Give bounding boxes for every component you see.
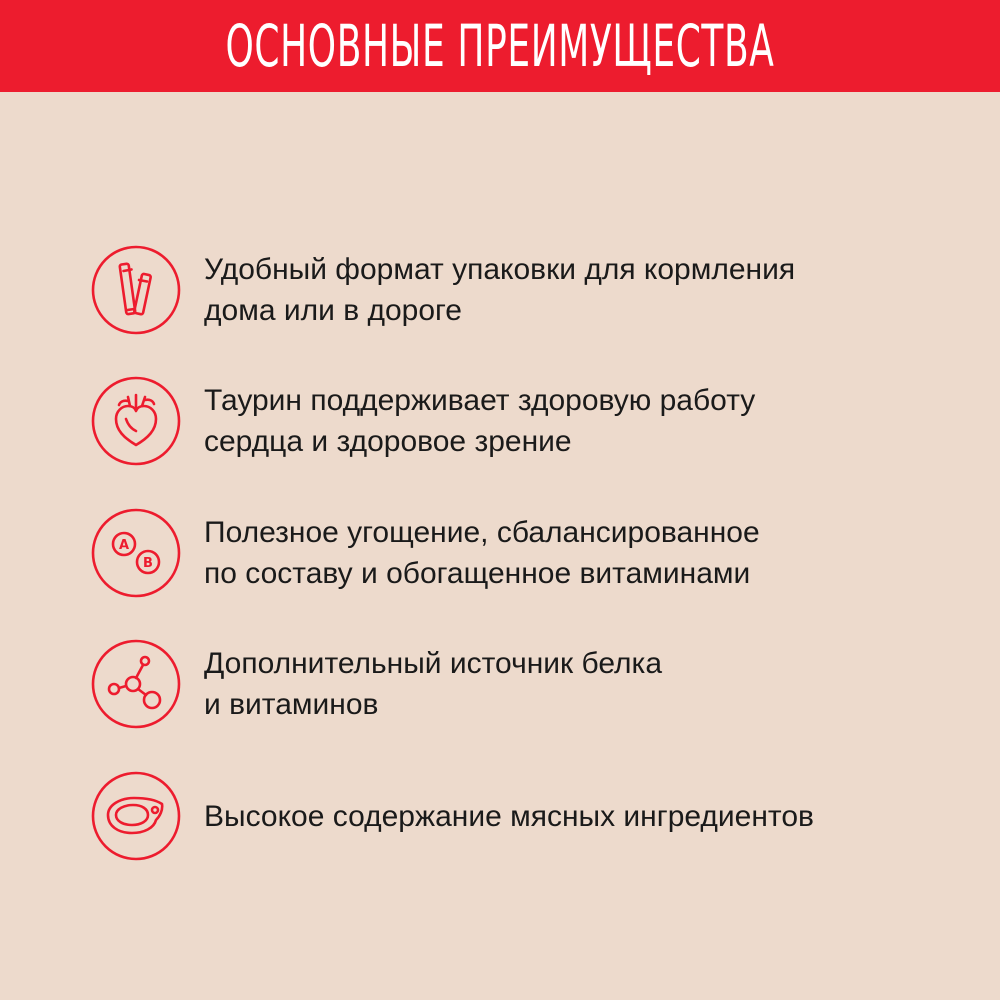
benefit-item-packaging	[90, 244, 950, 336]
benefit-text-line: дома или в дороге	[204, 294, 462, 327]
benefit-text-line: Таурин поддерживает здоровую работу	[204, 384, 756, 417]
benefit-text-line: Удобный формат упаковки для кормления	[204, 253, 796, 286]
page-title: ОСНОВНЫЕ ПРЕИМУЩЕСТВА	[225, 12, 775, 80]
benefit-text	[204, 770, 934, 862]
meat-icon	[90, 770, 182, 862]
benefit-text	[204, 638, 934, 730]
benefit-text-line: Высокое содержание мясных ингредиентов	[204, 799, 814, 833]
benefit-text	[204, 244, 934, 336]
header-banner	[0, 0, 1000, 92]
benefit-text	[204, 375, 934, 467]
benefit-text	[204, 507, 934, 599]
molecule-icon	[90, 638, 182, 730]
benefit-text-line: Дополнительный источник белка	[204, 647, 662, 680]
vitamins-icon	[90, 507, 182, 599]
benefit-text-line: по составу и обогащенное витаминами	[204, 557, 751, 590]
vitamin-letter-b: B	[143, 556, 153, 571]
sticks-icon	[90, 244, 182, 336]
benefit-text-line: сердца и здоровое зрение	[204, 425, 572, 458]
benefit-item-taurine	[90, 375, 950, 467]
heart-icon	[90, 375, 182, 467]
benefit-item-protein	[90, 638, 950, 730]
vitamin-letter-a: A	[118, 538, 130, 553]
benefit-text-line: Полезное угощение, сбалансированное	[204, 516, 760, 549]
benefit-item-meat	[90, 770, 950, 862]
benefit-item-vitamins	[90, 507, 950, 599]
benefit-text-line: и витаминов	[204, 688, 379, 721]
